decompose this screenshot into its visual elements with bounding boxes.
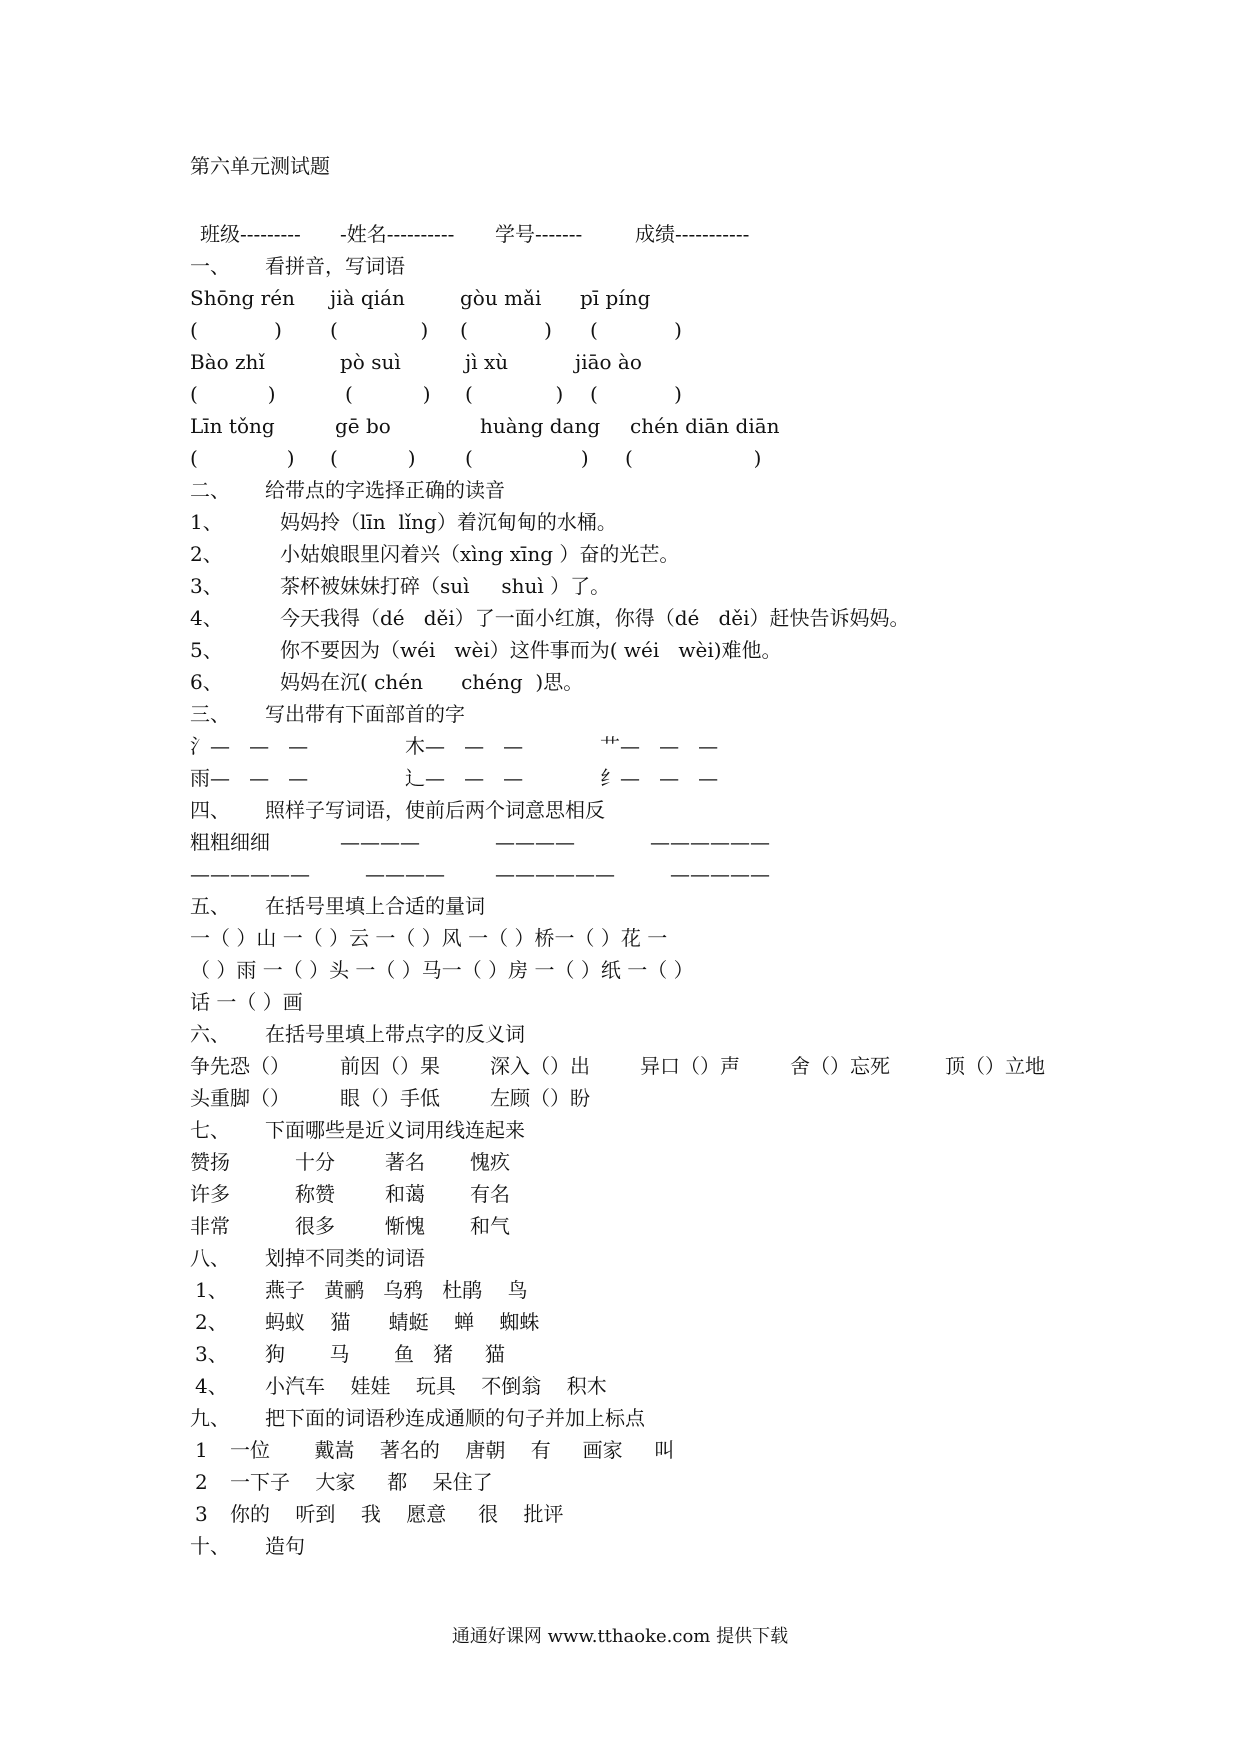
footer-credit: 通通好课网 www.tthaoke.com 提供下载	[451, 1626, 789, 1647]
name-field: -姓名----------	[340, 222, 455, 246]
page-title: 第六单元测试题	[190, 154, 330, 178]
worksheet-page: 第六单元测试题 班级--------- -姓名---------- 学号------- 成绩----------- 一、 看拼音，写词语 Shōng rén jià qián gòu mǎi pī píng ( ) ( ) ( ) ( ) Bào zhǐ pò suì jì xù jiāo ào ( ) ( ) ( ) ( ) Līn tǒng gē bo huàng dang chén diān diān ( ) ( ) ( ) ( ) 二、 给带点的字选择正确的读音 1、 妈妈拎（līn lǐng）着沉甸甸的水桶。 2、 小姑娘眼里闪着兴（xìng xīng ）奋的光芒。 3、 茶杯被妹妹打碎（suì shuì ）了。 4、 今天我得（dé děi）了一面小红旗，你得（dé děi）赶快告诉妈妈。 5、 你不要因为（wéi wèi）这件事而为( wéi wèi)难他。 6、 妈妈在沉( chén chéng )思。 三、 写出带有下面部首的字 氵— — — 木— — — 艹— — — 雨— — — 辶— — — 纟— — — 四、 照样子写词语，使前后两个词意思相反 粗粗细细 ———— ———— —————— —————— ———— —————— ————— 五、 在括号里填上合适的量词 一（ ）山 一（ ）云 一（ ）风 一（ ）桥一（ ）花 一 （ ）雨 一（ ）头 一（ ）马一（ ）房 一（ ）纸 一（ ） 话 一（ ）画 六、 在括号里填上带点字的反义词 争先恐（） 前因（）果 深入（）出 异口（）声 舍（）忘死 顶（）立地 头重脚（） 眼（）手低 左顾（）盼 七、 下面哪些是近义词用线连起来 赞扬 十分 著名 愧疚 许多 称赞 和蔼 有名 非常 很多 惭愧 和气 八、 划掉不同类的词语 1、 燕子 黄鹂 乌鸦 杜鹃 鸟 2、 蚂蚁 猫 蜻蜓 蝉 蜘蛛 3、 狗 马 鱼 猪 猫 4、 小汽车 娃娃 玩具 不倒翁 积木 九、 把下面的词语秒连成通顺的句子并加上标点 1 一位 戴嵩 著名的 唐朝 有 画家 叫 2 一下子 大家 都 呆住了 3 你的 听到 我 愿意 很 批评 十、 造句 通通好课网 www.tthaoke.com 提供下载	[0, 0, 1240, 1754]
measure-word-row: 一（ ）山 一（ ）云 一（ ）风 一（ ）桥一（ ）花 一	[190, 926, 668, 950]
class-field: 班级---------	[200, 222, 301, 246]
measure-word-row: 话 一（ ）画	[190, 990, 303, 1014]
score-field: 成绩-----------	[635, 222, 750, 246]
student-id-field: 学号-------	[495, 222, 583, 246]
measure-word-row: （ ）雨 一（ ）头 一（ ）马一（ ）房 一（ ）纸 一（ ）	[190, 958, 694, 982]
